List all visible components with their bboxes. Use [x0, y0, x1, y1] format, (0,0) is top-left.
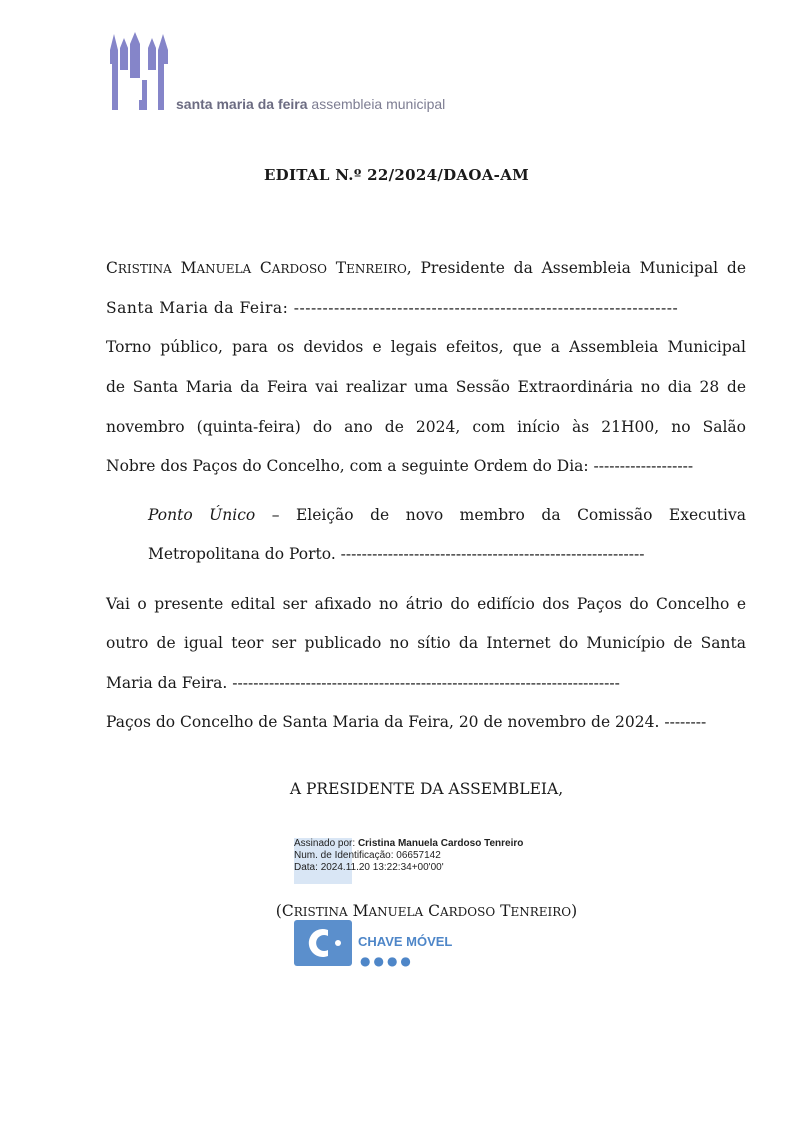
department-name: assembleia municipal: [311, 96, 446, 112]
body-line-1: Torno público, para os devidos e legais efeitos, que a Assembleia Municipal: [106, 338, 746, 356]
digital-signature-block: [294, 838, 554, 884]
signature-heading: A PRESIDENTE DA ASSEMBLEIA,: [289, 780, 564, 798]
signatory-name: (CRISTINA MANUELA CARDOSO TENREIRO): [275, 902, 578, 920]
signature-date: 2024.11.20 13:22:34+00'00': [320, 862, 444, 873]
header-organization: [176, 96, 445, 112]
agenda-item-line-2: Metropolitana do Porto. ----------------------------------------------------------: [148, 545, 645, 563]
body-line-4: Nobre dos Paços do Concelho, com a seguinte Ordem do Dia: -------------------: [106, 457, 694, 475]
president-name: CRISTINA MANUELA CARDOSO TENREIRO: [106, 259, 407, 277]
chave-movel-dots: ●●●●: [360, 954, 414, 968]
chave-movel-badge: [294, 920, 464, 968]
signature-date-row: Data: 2024.11.20 13:22:34+00'00': [294, 862, 444, 873]
organization-name: santa maria da feira: [176, 96, 308, 112]
posting-line-3: Maria da Feira. --------------------------------------------------------------------------: [106, 674, 620, 692]
date-line: Paços do Concelho de Santa Maria da Feira, 20 de novembro de 2024. --------: [106, 713, 707, 731]
posting-line-1: Vai o presente edital ser afixado no átrio do edifício dos Paços do Concelho e: [106, 595, 746, 613]
signer-name: Cristina Manuela Cardoso Tenreiro: [357, 838, 524, 849]
body-line-3: novembro (quinta-feira) do ano de 2024, com início às 21H00, no Salão: [106, 418, 746, 436]
intro-line-1: CRISTINA MANUELA CARDOSO TENREIRO, Presidente da Assembleia Municipal de: [106, 259, 747, 277]
agenda-item-line-1: Ponto Único – Eleição de novo membro da Comissão Executiva: [148, 506, 746, 524]
id-row: Num. de Identificação: 06657142: [294, 850, 441, 861]
intro-line-2: Santa Maria da Feira: -------------------------------------------------------------------: [106, 299, 679, 317]
body-line-2: de Santa Maria da Feira vai realizar uma Sessão Extraordinária no dia 28 de: [106, 378, 746, 396]
agenda-item-label: Ponto Único: [148, 506, 256, 524]
signed-by-row: Assinado por: Cristina Manuela Cardoso Tenreiro: [294, 838, 524, 849]
chave-movel-label: CHAVE MÓVEL: [358, 934, 453, 949]
signer-id: 06657142: [396, 850, 441, 861]
municipality-logo-icon: [108, 30, 170, 114]
posting-line-2: outro de igual teor ser publicado no sítio da Internet do Município de Santa: [106, 634, 746, 652]
document-title: EDITAL N.º 22/2024/DAOA-AM: [263, 166, 530, 184]
chave-movel-logo-icon: [294, 920, 352, 966]
